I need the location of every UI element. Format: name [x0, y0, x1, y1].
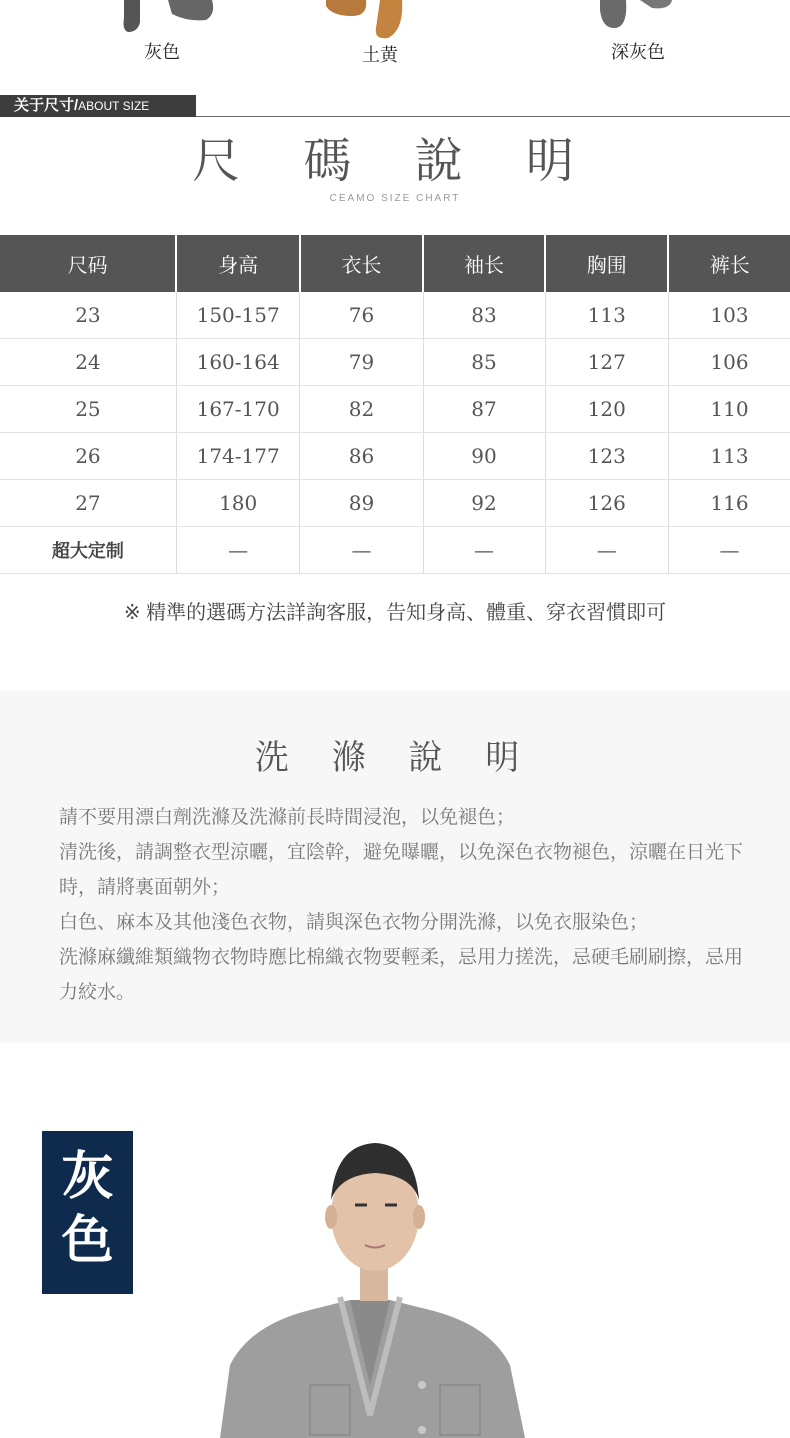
table-cell: 超大定制 — [0, 527, 176, 574]
table-cell: 180 — [176, 480, 300, 527]
shoe-gray-image — [118, 0, 218, 34]
size-chart-subtitle: CEAMO SIZE CHART — [329, 193, 461, 204]
table-cell: 90 — [423, 433, 545, 480]
header-chest: 胸围 — [545, 235, 668, 292]
size-table — [0, 235, 790, 574]
table-cell: 83 — [423, 292, 545, 339]
table-cell: 113 — [668, 433, 790, 480]
table-cell: — — [176, 527, 300, 574]
size-note: ※ 精準的選碼方法詳詢客服，告知身高、體重、穿衣習慣即可 — [123, 602, 667, 624]
table-cell: — — [545, 527, 668, 574]
washing-line: 洗滌麻纖維類織物衣物時應比棉織衣物要輕柔，忌用力搓洗，忌硬毛刷刷擦，忌用力絞水。 — [59, 947, 744, 1003]
table-row — [0, 433, 790, 480]
shoe-khaki-image — [322, 0, 412, 40]
table-cell: — — [668, 527, 790, 574]
badge-char: 色 — [61, 1210, 114, 1271]
table-cell: 123 — [545, 433, 668, 480]
table-cell: 110 — [668, 386, 790, 433]
color-label-gray: 灰色 — [144, 42, 180, 62]
badge-char: 灰 — [61, 1146, 114, 1207]
header-sleeve: 袖长 — [423, 235, 545, 292]
header-length: 衣长 — [300, 235, 423, 292]
table-cell: 92 — [423, 480, 545, 527]
table-row — [0, 480, 790, 527]
table-cell: 127 — [545, 339, 668, 386]
table-cell: 150-157 — [176, 292, 300, 339]
size-chart-title: 尺 碼 說 明 — [192, 133, 598, 189]
color-label-darkgray: 深灰色 — [611, 42, 665, 62]
table-cell: 85 — [423, 339, 545, 386]
washing-title: 洗 滌 說 明 — [254, 738, 536, 778]
table-cell: — — [300, 527, 423, 574]
table-row — [0, 339, 790, 386]
about-size-bar — [0, 95, 196, 117]
header-height: 身高 — [176, 235, 300, 292]
table-cell: 82 — [300, 386, 423, 433]
size-table-header — [0, 235, 790, 292]
table-cell: 24 — [0, 339, 176, 386]
shoe-darkgray-image — [596, 0, 676, 30]
table-row — [0, 386, 790, 433]
table-cell: 120 — [545, 386, 668, 433]
about-size-divider — [196, 116, 790, 117]
table-cell: 174-177 — [176, 433, 300, 480]
model-photo — [200, 1085, 540, 1438]
table-cell: 87 — [423, 386, 545, 433]
table-cell: — — [423, 527, 545, 574]
table-cell: 76 — [300, 292, 423, 339]
table-row — [0, 527, 790, 574]
color-badge — [42, 1131, 133, 1294]
table-cell: 89 — [300, 480, 423, 527]
about-size-cn: 关于尺寸/ — [14, 97, 79, 114]
about-size-en: ABOUT SIZE — [78, 99, 150, 113]
table-row — [0, 292, 790, 339]
table-cell: 25 — [0, 386, 176, 433]
header-pants: 裤长 — [668, 235, 790, 292]
table-cell: 27 — [0, 480, 176, 527]
table-cell: 113 — [545, 292, 668, 339]
header-size: 尺码 — [0, 235, 176, 292]
table-cell: 167-170 — [176, 386, 300, 433]
table-cell: 103 — [668, 292, 790, 339]
table-cell: 160-164 — [176, 339, 300, 386]
washing-instructions — [59, 800, 749, 1010]
color-label-khaki: 土黄 — [362, 45, 398, 65]
washing-line: 白色、麻本及其他淺色衣物，請與深色衣物分開洗滌，以免衣服染色； — [59, 912, 649, 933]
table-cell: 26 — [0, 433, 176, 480]
table-cell: 126 — [545, 480, 668, 527]
washing-line: 請不要用漂白劑洗滌及洗滌前長時間浸泡，以免褪色； — [59, 807, 516, 828]
table-cell: 86 — [300, 433, 423, 480]
table-cell: 79 — [300, 339, 423, 386]
table-cell: 116 — [668, 480, 790, 527]
table-cell: 23 — [0, 292, 176, 339]
washing-line: 清洗後，請調整衣型涼曬，宜陰幹，避免曝曬，以免深色衣物褪色，涼曬在日光下時，請將裏面朝外； — [59, 842, 744, 898]
table-cell: 106 — [668, 339, 790, 386]
